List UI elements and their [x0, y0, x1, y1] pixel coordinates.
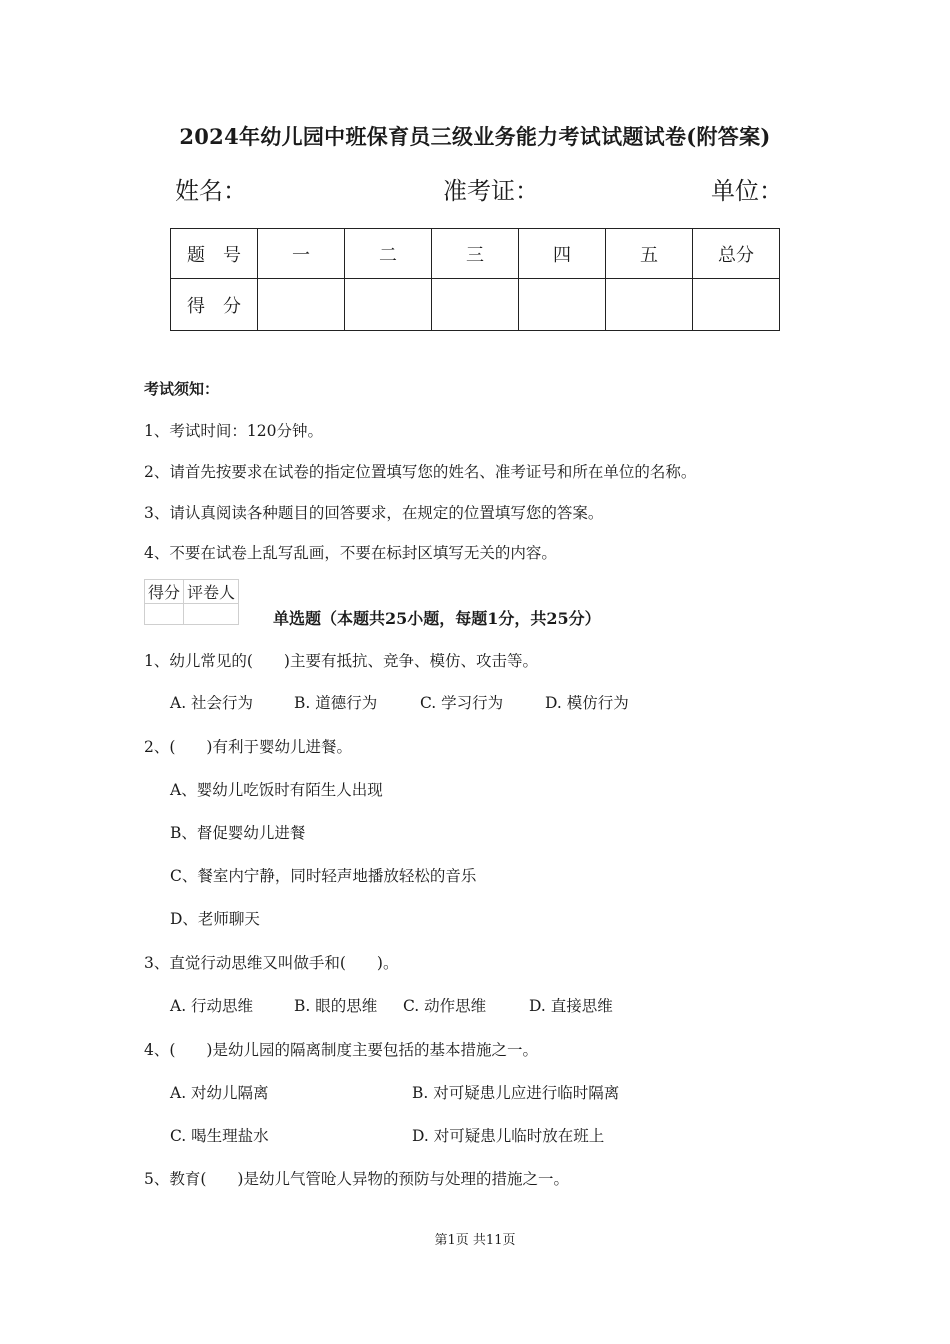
- header-cell-2: 二: [345, 229, 432, 279]
- exam-number-field-label: 准考证：: [443, 177, 539, 205]
- unit-field-label: 单位：: [711, 177, 783, 205]
- question-option: C. 动作思维: [403, 997, 487, 1015]
- question-stem: 1、幼儿常见的( )主要有抵抗、竞争、模仿、攻击等。: [144, 652, 538, 670]
- score-cell-4: [519, 279, 606, 331]
- question-stem: 4、( )是幼儿园的隔离制度主要包括的基本措施之一。: [144, 1041, 538, 1059]
- notice-item: 1、考试时间：120分钟。: [144, 422, 323, 440]
- score-table: [170, 228, 780, 331]
- score-cell-3: [432, 279, 519, 331]
- question-option: A. 社会行为: [170, 694, 254, 712]
- question-stem: 3、直觉行动思维又叫做手和( )。: [144, 954, 399, 972]
- question-option: A. 对幼儿隔离: [170, 1084, 269, 1102]
- grader-box: [144, 579, 239, 625]
- question-option: B. 对可疑患儿应进行临时隔离: [412, 1084, 620, 1102]
- header-cell-5: 五: [606, 229, 693, 279]
- question-option: B、督促婴幼儿进餐: [170, 824, 306, 842]
- header-cell-1: 一: [258, 229, 345, 279]
- score-cell-2: [345, 279, 432, 331]
- page-footer: 第1页 共11页: [434, 1233, 516, 1248]
- score-table-score-row: [171, 279, 780, 331]
- notice-item: 3、请认真阅读各种题目的回答要求，在规定的位置填写您的答案。: [144, 504, 604, 522]
- score-cell-5: [606, 279, 693, 331]
- question-option: A、婴幼儿吃饭时有陌生人出现: [170, 781, 383, 799]
- notice-item: 2、请首先按要求在试卷的指定位置填写您的姓名、准考证号和所在单位的名称。: [144, 463, 697, 481]
- score-cell-total: [693, 279, 780, 331]
- question-stem: 2、( )有利于婴幼儿进餐。: [144, 738, 352, 756]
- grader-box-grader-cell: [184, 604, 239, 625]
- question-option: C、餐室内宁静，同时轻声地播放轻松的音乐: [170, 867, 477, 885]
- header-cell-question-no: 题 号: [171, 229, 258, 279]
- question-option: C. 喝生理盐水: [170, 1127, 269, 1145]
- question-stem: 5、教育( )是幼儿气管呛人异物的预防与处理的措施之一。: [144, 1170, 569, 1188]
- score-cell-1: [258, 279, 345, 331]
- question-option: C. 学习行为: [420, 694, 504, 712]
- question-option: A. 行动思维: [170, 997, 254, 1015]
- score-row-label: 得 分: [171, 279, 258, 331]
- exam-title: 2024年幼儿园中班保育员三级业务能力考试试题试卷(附答案): [179, 124, 771, 149]
- question-option: D. 对可疑患儿临时放在班上: [412, 1127, 605, 1145]
- section-title: 单选题（本题共25小题，每题1分，共25分）: [273, 609, 601, 628]
- grader-box-score-cell: [145, 604, 184, 625]
- notice-item: 4、不要在试卷上乱写乱画，不要在标封区填写无关的内容。: [144, 544, 557, 562]
- question-option: B. 眼的思维: [294, 997, 378, 1015]
- grader-box-grader-label: 评卷人: [184, 580, 239, 604]
- question-option: D、老师聊天: [170, 910, 260, 928]
- header-cell-4: 四: [519, 229, 606, 279]
- name-field-label: 姓名：: [175, 177, 247, 205]
- score-table-header-row: [171, 229, 780, 279]
- question-option: B. 道德行为: [294, 694, 378, 712]
- header-cell-total: 总分: [693, 229, 780, 279]
- question-option: D. 模仿行为: [545, 694, 629, 712]
- header-cell-3: 三: [432, 229, 519, 279]
- grader-box-score-label: 得分: [145, 580, 184, 604]
- notice-heading: 考试须知：: [144, 380, 220, 398]
- question-option: D. 直接思维: [529, 997, 613, 1015]
